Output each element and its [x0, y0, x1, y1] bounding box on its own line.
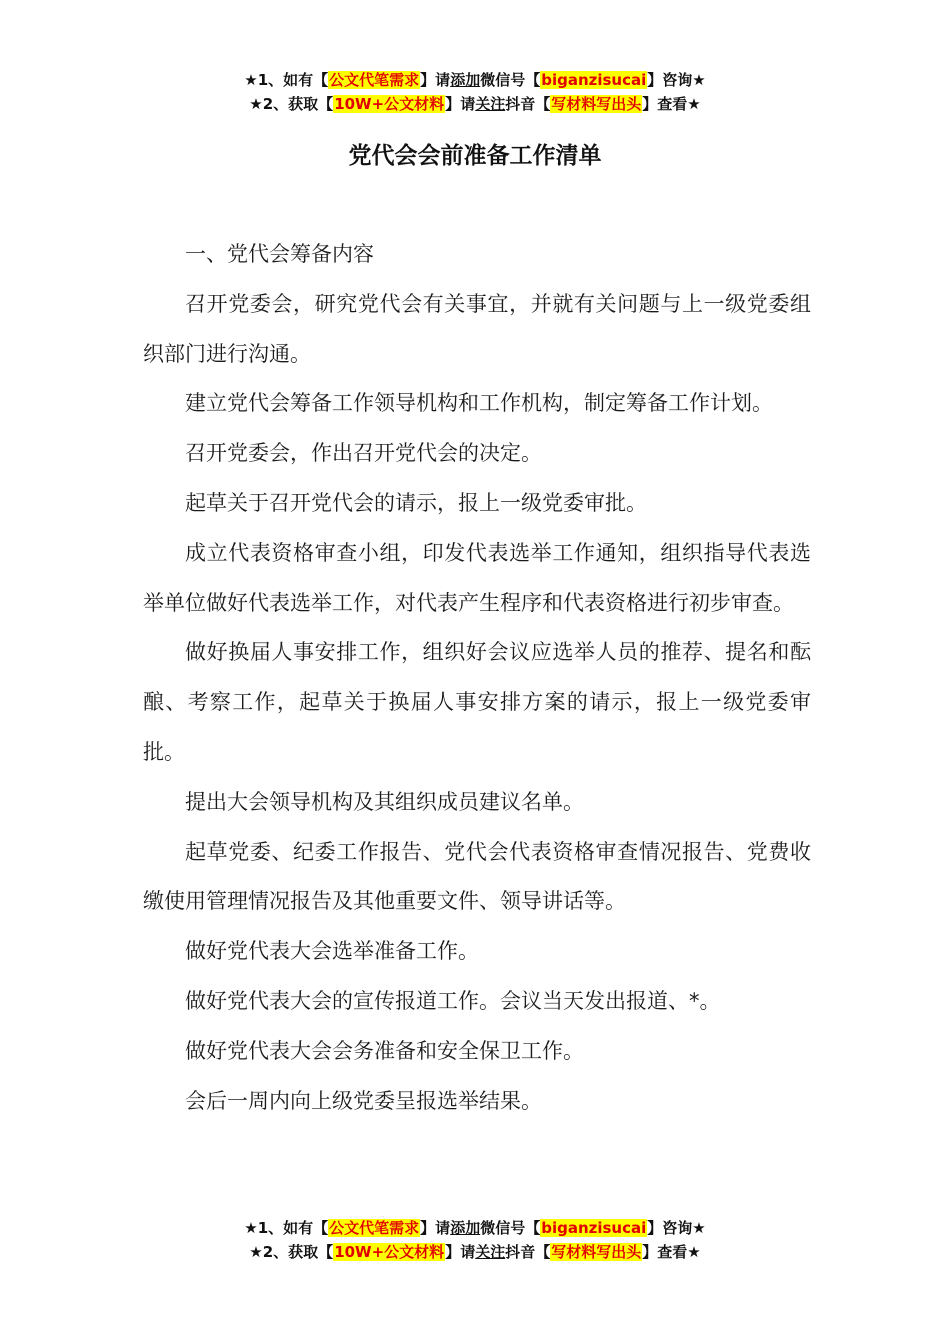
promo-highlight: 公文代笔需求: [329, 1219, 420, 1237]
promo-text: 抖音【: [505, 95, 551, 113]
promo-highlight: biganzisucai: [541, 1219, 647, 1237]
paragraph: 会后一周内向上级党委呈报选举结果。: [185, 1088, 542, 1113]
paragraph: 召开党委会，作出召开党代会的决定。: [185, 441, 542, 466]
section-heading: 一、党代会筹备内容: [185, 242, 374, 266]
promo-text: 】咨询★: [647, 71, 706, 89]
paragraph: 召开党委会，研究党代会有关事宜，并就有关问题与上一级党委组织部门进行沟通。: [143, 291, 811, 366]
document-title: 党代会会前准备工作清单: [348, 143, 602, 169]
promo-highlight: biganzisucai: [541, 71, 647, 89]
promo-text: 2、获取【: [262, 95, 334, 113]
promo-line-2: [0, 1240, 950, 1264]
star-icon: ★: [249, 1243, 263, 1261]
paragraph: 做好党代表大会的宣传报道工作。会议当天发出报道、*。: [185, 988, 721, 1013]
promo-text: 1、如有【: [257, 71, 329, 89]
paragraph: 建立党代会筹备工作领导机构和工作机构，制定筹备工作计划。: [185, 391, 773, 416]
star-icon: ★: [249, 95, 263, 113]
paragraph: 做好党代表大会选举准备工作。: [185, 939, 479, 964]
promo-emphasis: 关注: [475, 1243, 506, 1261]
promo-highlight: 10W+公文材料: [334, 1243, 445, 1261]
promo-footer: [0, 1216, 950, 1264]
star-icon: ★: [244, 71, 258, 89]
promo-highlight: 公文代笔需求: [329, 71, 420, 89]
paragraph: 做好党代表大会会务准备和安全保卫工作。: [185, 1038, 584, 1063]
promo-text: 】请: [445, 1243, 476, 1261]
promo-text: 微信号【: [480, 71, 541, 89]
promo-line-1: [0, 68, 950, 92]
promo-emphasis: 添加: [450, 1219, 481, 1237]
paragraph: 提出大会领导机构及其组织成员建议名单。: [185, 789, 584, 814]
promo-emphasis: 添加: [450, 71, 481, 89]
star-icon: ★: [244, 1219, 258, 1237]
promo-text: 】请: [420, 71, 451, 89]
promo-header: [0, 68, 950, 116]
promo-text: 】请: [420, 1219, 451, 1237]
paragraph: 起草党委、纪委工作报告、党代会代表资格审查情况报告、党费收缴使用管理情况报告及其他重要文件、领导讲话等。: [143, 839, 811, 914]
promo-emphasis: 关注: [475, 95, 506, 113]
document-body: [143, 230, 811, 1126]
paragraph: 起草关于召开党代会的请示，报上一级党委审批。: [185, 490, 647, 515]
promo-line-1: [0, 1216, 950, 1240]
promo-line-2: [0, 92, 950, 116]
paragraph: 成立代表资格审查小组，印发代表选举工作通知，组织指导代表选举单位做好代表选举工作，对代表产生程序和代表资格进行初步审查。: [143, 540, 811, 615]
promo-highlight: 写材料写出头: [551, 1243, 642, 1261]
promo-text: 2、获取【: [262, 1243, 334, 1261]
promo-highlight: 写材料写出头: [551, 95, 642, 113]
promo-text: 】请: [445, 95, 476, 113]
promo-text: 】查看★: [642, 95, 701, 113]
promo-highlight: 10W+公文材料: [334, 95, 445, 113]
promo-text: 1、如有【: [257, 1219, 329, 1237]
paragraph: 做好换届人事安排工作，组织好会议应选举人员的推荐、提名和酝酿、考察工作，起草关于换届人事安排方案的请示，报上一级党委审批。: [143, 640, 811, 764]
promo-text: 抖音【: [505, 1243, 551, 1261]
promo-text: 】查看★: [642, 1243, 701, 1261]
promo-text: 】咨询★: [647, 1219, 706, 1237]
promo-text: 微信号【: [480, 1219, 541, 1237]
